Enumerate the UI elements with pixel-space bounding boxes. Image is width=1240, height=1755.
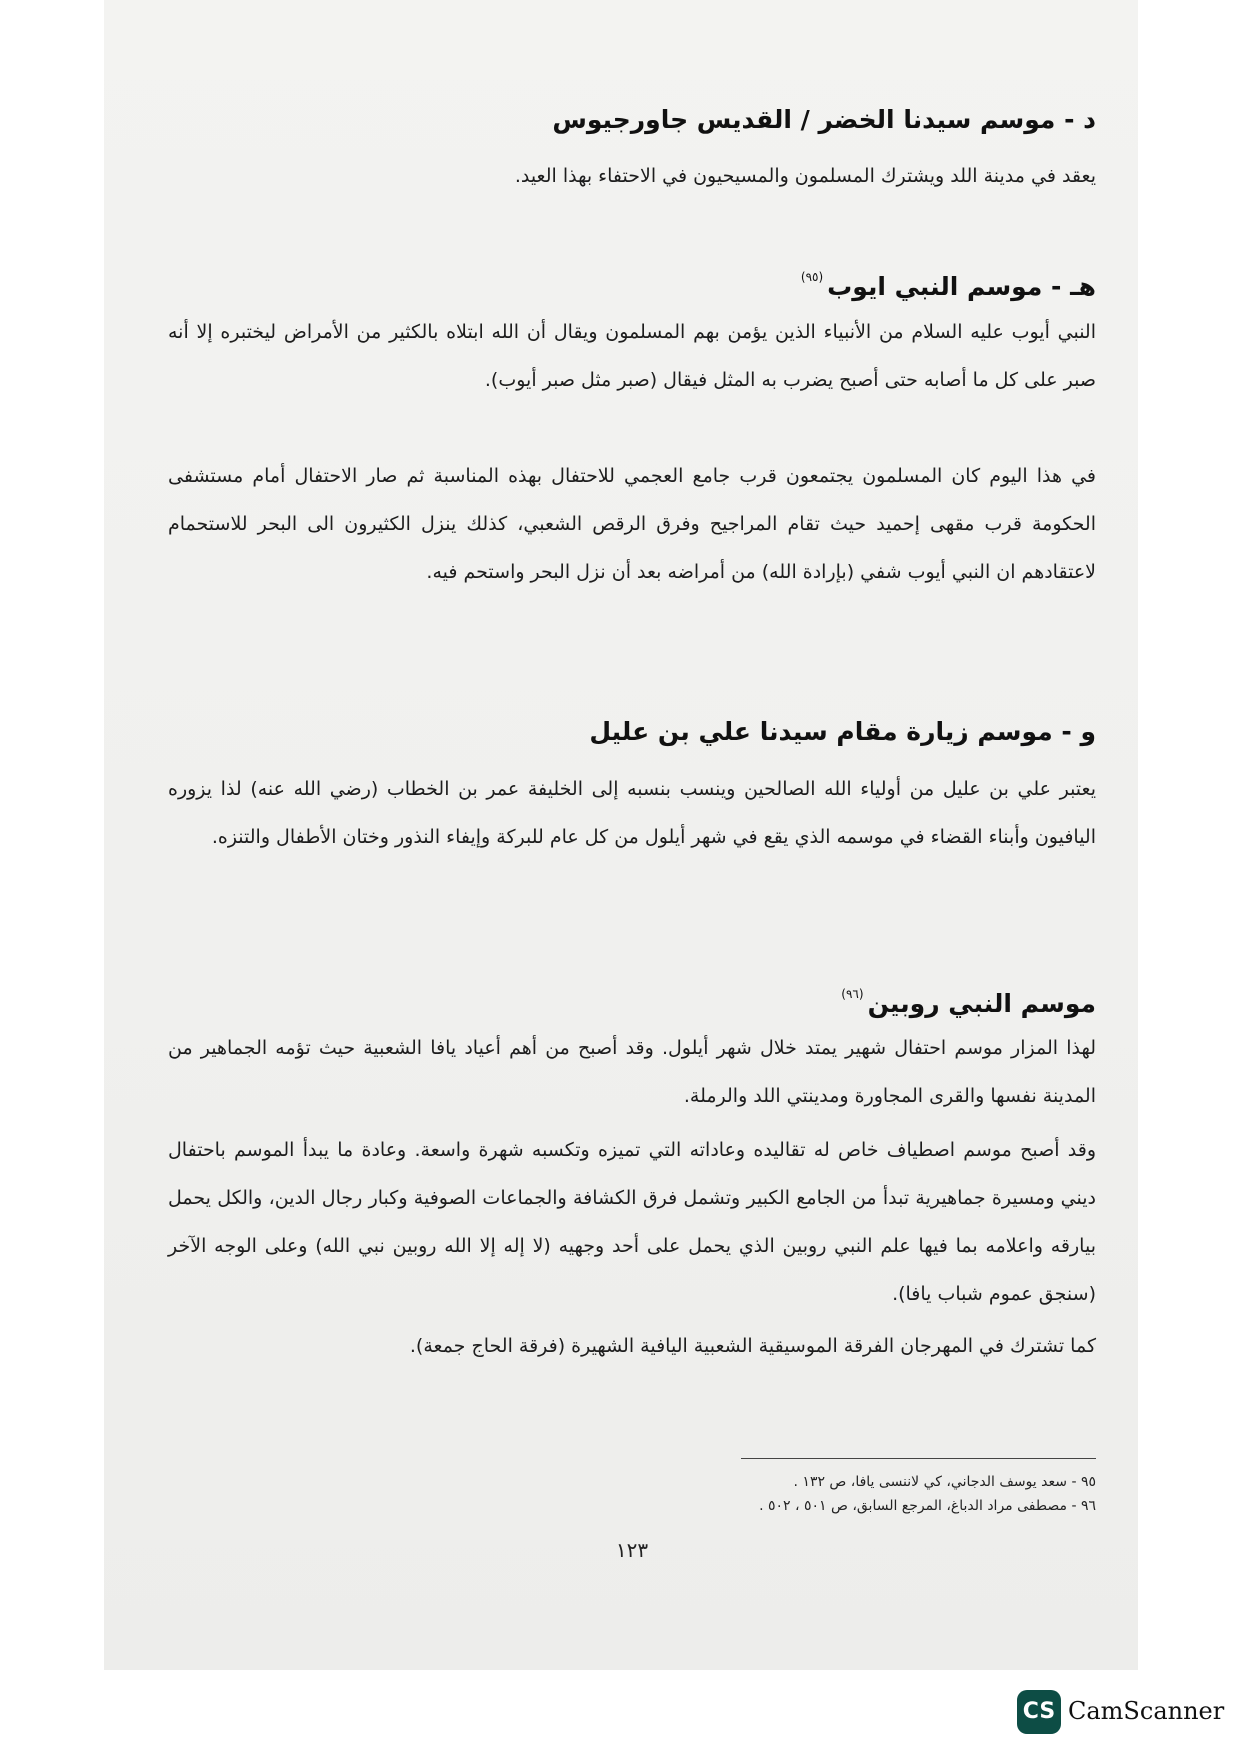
footnote-ref-96: (٩٦) [841, 987, 864, 1001]
paragraph-rubin-3: كما تشترك في المهرجان الفرقة الموسيقية الشعبية اليافية الشهيرة (فرقة الحاج جمعة). [409, 1335, 1096, 1357]
footnote-ref-95: (٩٥) [800, 270, 824, 284]
section-heading-rubin: موسم النبي روبين$^{(٩٦)}$ [841, 987, 1096, 1018]
section-heading-khidr: د - موسم سيدنا الخضر / القديس جاورجيوس [552, 105, 1096, 134]
camscanner-watermark-text: CamScanner [1068, 1697, 1225, 1725]
page-number: ١٢٣ [615, 1538, 649, 1562]
paragraph-ayyub-1: النبي أيوب عليه السلام من الأنبياء الذين يؤمن بهم المسلمون ويقال أن الله ابتلاه بالكثير من الأمراض ليختبره إلا أنه صبر على كل ما أصابه حتى أصبح يضرب به المثل فيقال (صبر مثل صبر أيوب). [168, 321, 1096, 391]
paragraph-rubin-2: وقد أصبح موسم اصطياف خاص له تقاليده وعاداته التي تميزه وتكسبه شهرة واسعة. وعادة ما يبدأ الموسم باحتفال ديني ومسيرة جماهيرية تبدأ من الجامع الكبير وتشمل فرق الكشافة والجماعات الصوفية وكبار رجال الدين، والكل يحمل بيارقه واعلامه بما فيها علم النبي روبين الذي يحمل على أحد وجهيه (لا إله إلا الله روبين نبي الله) وعلى الوجه الآخر (سنجق عموم شباب يافا). [168, 1139, 1096, 1305]
section-heading-ayyub: هـ - موسم النبي ايوب$^{(٩٥)}$ [800, 270, 1096, 301]
paragraph-ayyub-2: في هذا اليوم كان المسلمون يجتمعون قرب جامع العجمي للاحتفال بهذه المناسبة ثم صار الاحتفال أمام مستشفى الحكومة قرب مقهى إحميد حيث تقام المراجيح وفرق الرقص الشعبي، كذلك ينزل الكثيرون الى البحر للاستحمام لاعتقادهم ان النبي أيوب شفي (بإرادة الله) من أمراضه بعد أن نزل البحر واستحم فيه. [168, 465, 1096, 583]
section-heading-ali-bin-alil: و - موسم زيارة مقام سيدنا علي بن عليل [589, 717, 1096, 746]
paragraph-rubin-1: لهذا المزار موسم احتفال شهير يمتد خلال شهر أيلول. وقد أصبح من أهم أعياد يافا الشعبية حيث تؤمه الجماهير من المدينة نفسها والقرى المجاورة ومدينتي اللد والرملة. [168, 1037, 1096, 1107]
footnote-96: ٩٦ - مصطفى مراد الدباغ، المرجع السابق، ص ٥٠١ ، ٥٠٢ . [759, 1498, 1096, 1514]
paragraph-khidr: يعقد في مدينة اللد ويشترك المسلمون والمسيحيون في الاحتفاء بهذا العيد. [514, 165, 1096, 187]
footnotes [168, 1470, 1096, 1518]
paragraph-ali-bin-alil: يعتبر علي بن عليل من أولياء الله الصالحين وينسب بنسبه إلى الخليفة عمر بن الخطاب (رضي الله عنه) لذا يزوره اليافيون وأبناء القضاء في موسمه الذي يقع في شهر أيلول من كل عام للبركة وإيفاء النذور وختان الأطفال والتنزه. [168, 778, 1096, 848]
camscanner-logo-icon: CS [1017, 1690, 1061, 1734]
footnote-divider [741, 1458, 1096, 1459]
footnote-95: ٩٥ - سعد يوسف الدجاني، كي لاننسى يافا، ص ١٣٢ . [793, 1474, 1096, 1490]
